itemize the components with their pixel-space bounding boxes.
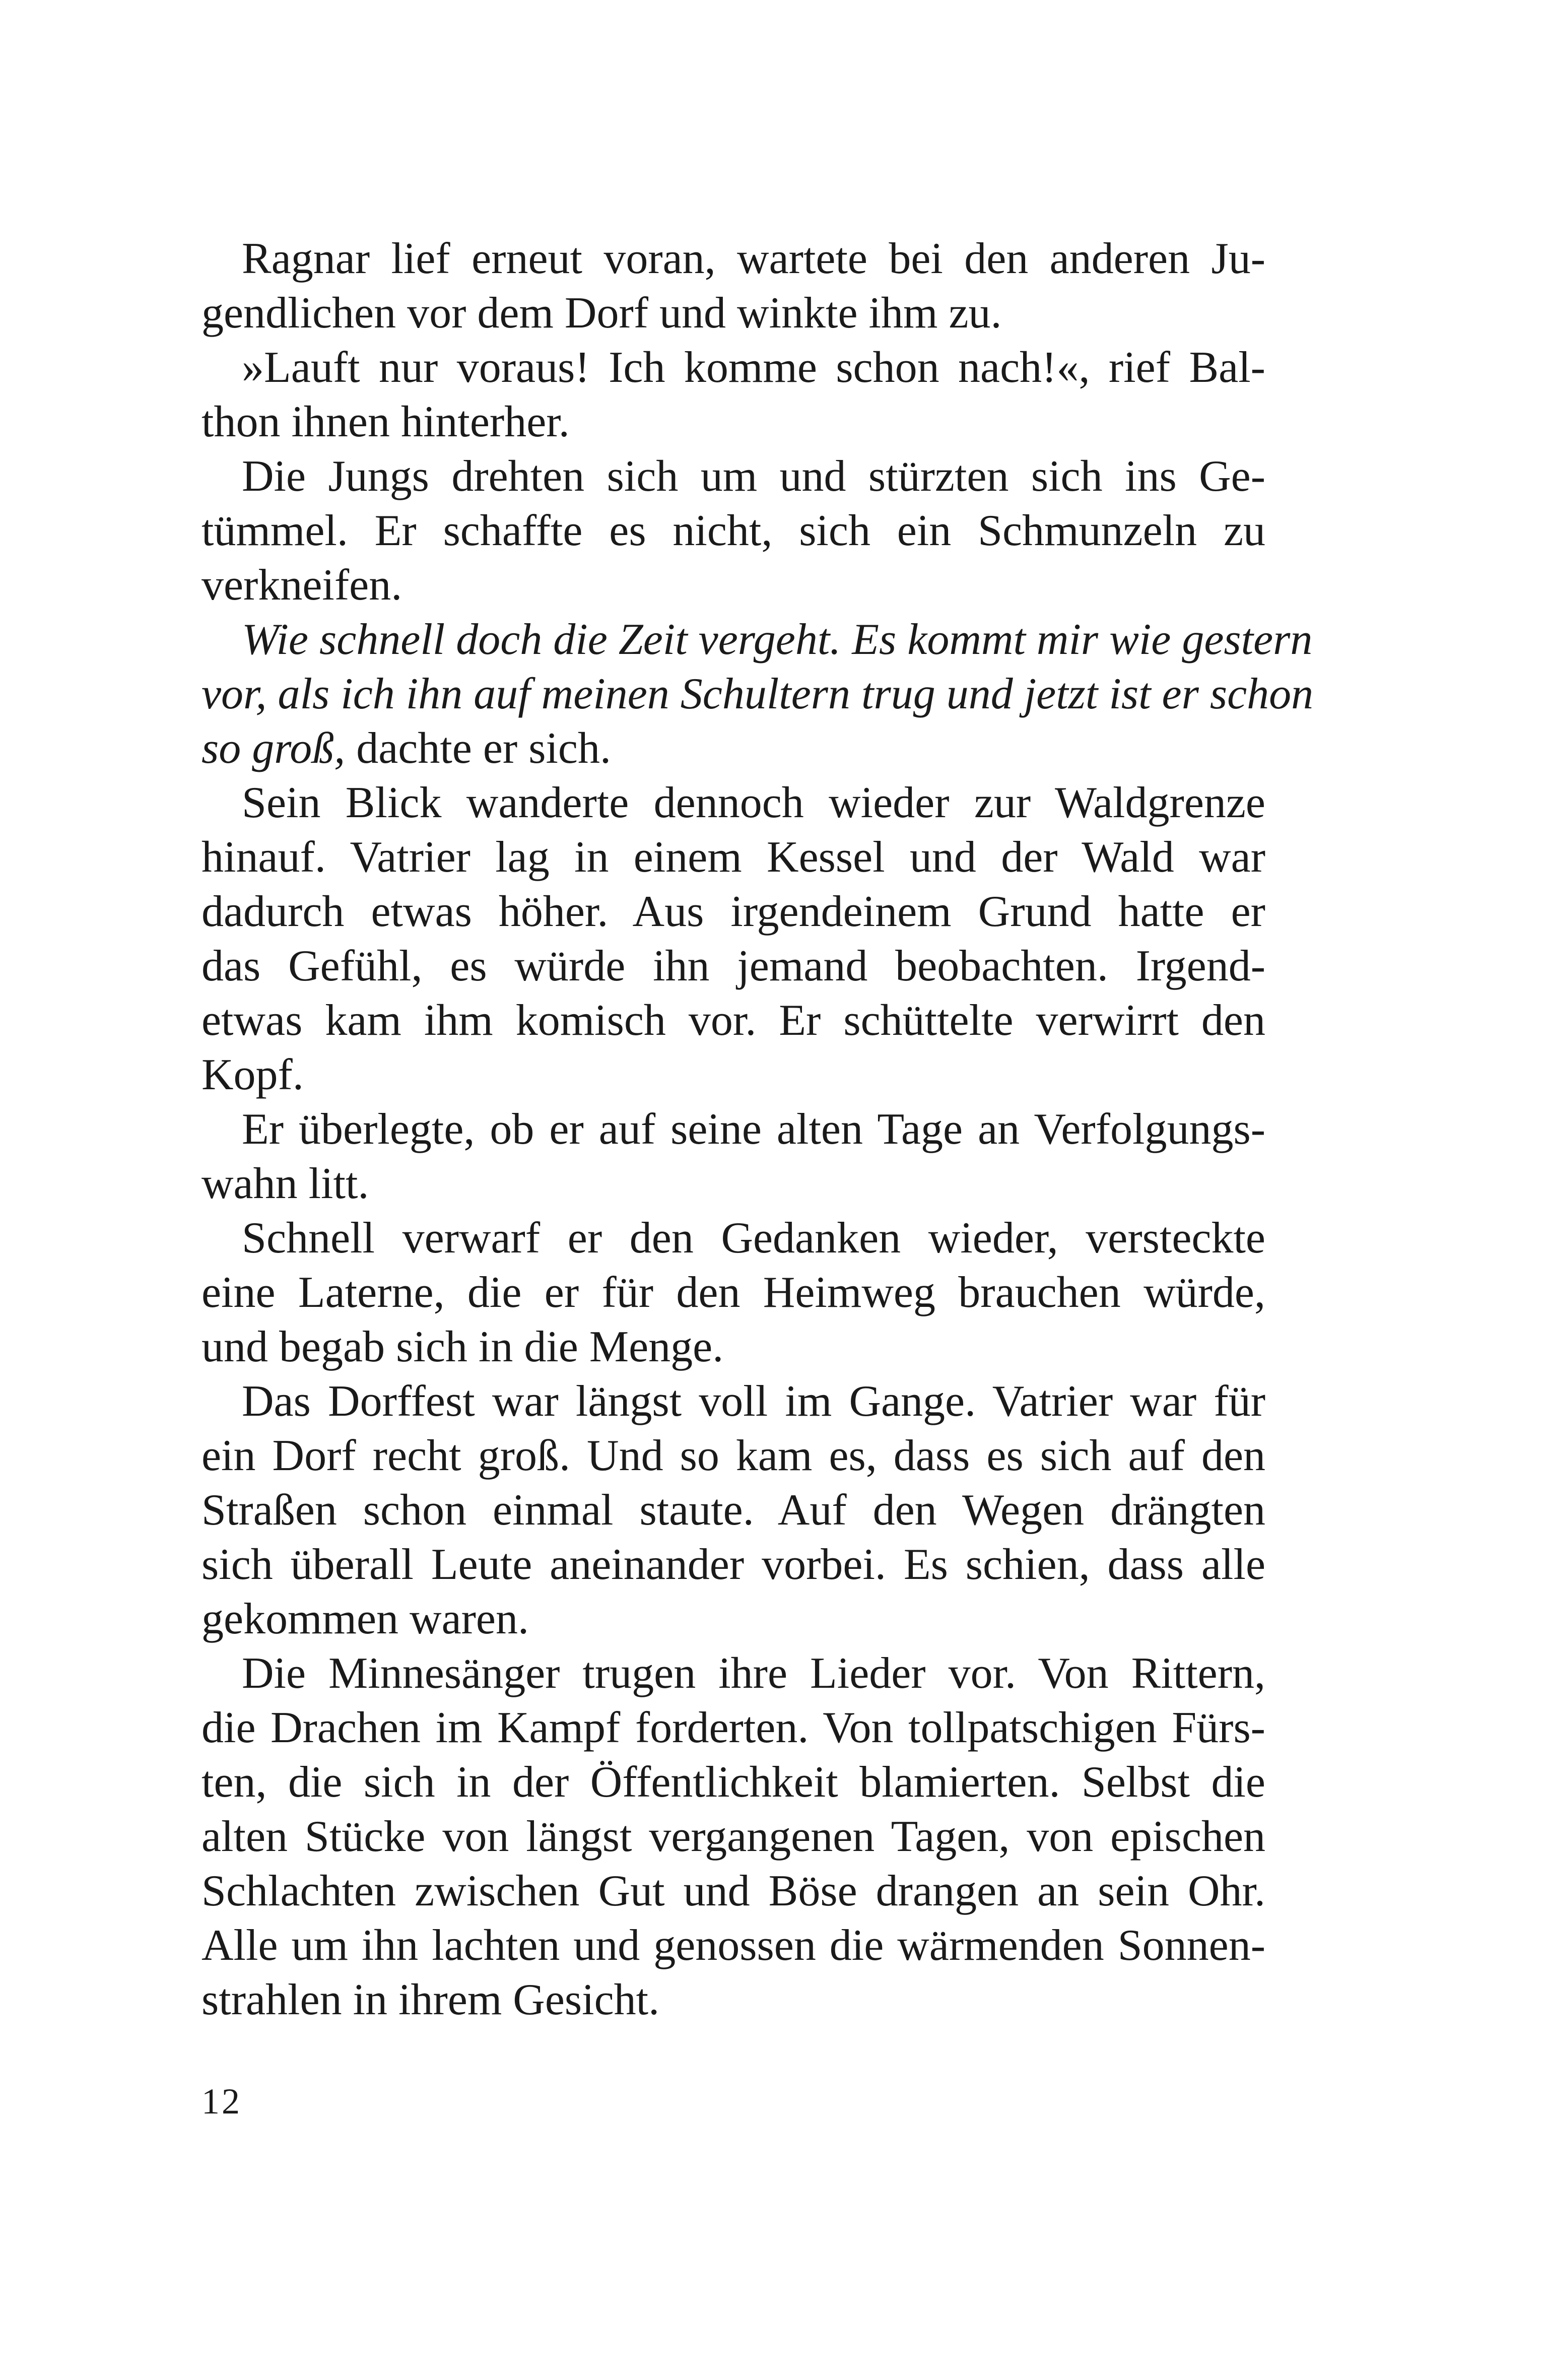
text-line: dadurch etwas höher. Aus irgendeinem Grund hatte er — [201, 887, 1265, 936]
paragraph — [201, 1646, 1265, 2027]
paragraph — [201, 232, 1265, 341]
text-line: »Lauft nur voraus! Ich komme schon nach!«, rief Bal- — [242, 343, 1265, 392]
text-line: eine Laterne, die er für den Heimweg brauchen würde, — [201, 1268, 1265, 1317]
text-line: ein Dorf recht groß. Und so kam es, dass es sich auf den — [201, 1431, 1265, 1480]
text-line: Er überlegte, ob er auf seine alten Tage an Verfolgungs- — [242, 1105, 1265, 1154]
text-line-mixed — [201, 721, 1265, 776]
paragraph-italic-thought — [201, 613, 1314, 776]
text-line: und begab sich in die Menge. — [201, 1323, 724, 1371]
text-line: Ragnar lief erneut voran, wartete bei den anderen Ju- — [242, 234, 1265, 283]
text-line: gekommen waren. — [201, 1595, 529, 1643]
text-line: sich überall Leute aneinander vorbei. Es schien, dass alle — [201, 1540, 1265, 1589]
text-line: Alle um ihn lachten und genossen die wärmenden Sonnen- — [201, 1921, 1265, 1970]
text-line: vor, als ich ihn auf meinen Schultern trug und jetzt ist er schon — [201, 670, 1314, 718]
paragraph — [201, 776, 1265, 1102]
text-line: Straßen schon einmal staute. Auf den Wegen drängten — [201, 1486, 1265, 1535]
text-line: tümmel. Er schaffte es nicht, sich ein Schmunzeln zu — [201, 506, 1265, 555]
text-line: alten Stücke von längst vergangenen Tagen, von epischen — [201, 1812, 1265, 1861]
text-line: Kopf. — [201, 1050, 304, 1099]
text-line: thon ihnen hinterher. — [201, 398, 570, 446]
text-line: das Gefühl, es würde ihn jemand beobachten. Irgend- — [201, 942, 1265, 990]
text-line: Das Dorffest war längst voll im Gange. Vatrier war für — [242, 1377, 1265, 1426]
text-line: hinauf. Vatrier lag in einem Kessel und der Wald war — [201, 833, 1265, 882]
text-line: etwas kam ihm komisch vor. Er schüttelte verwirrt den — [201, 996, 1265, 1045]
text-line: Die Minnesänger trugen ihre Lieder vor. Von Rittern, — [242, 1649, 1265, 1698]
paragraph — [201, 449, 1265, 613]
text-line: die Drachen im Kampf forderten. Von tollpatschigen Fürs- — [201, 1703, 1265, 1752]
paragraph — [201, 1374, 1265, 1646]
page-number: 12 — [201, 2081, 242, 2122]
italic-fragment: so groß, — [201, 724, 346, 773]
text-line: Schnell verwarf er den Gedanken wieder, versteckte — [242, 1214, 1265, 1263]
roman-fragment: dachte er sich. — [345, 724, 611, 773]
text-line: Die Jungs drehten sich um und stürzten sich ins Ge- — [242, 452, 1265, 501]
paragraph — [201, 1211, 1265, 1374]
text-line: gendlichen vor dem Dorf und winkte ihm zu. — [201, 289, 1002, 338]
body-text — [201, 232, 1314, 2027]
paragraph — [201, 1102, 1265, 1211]
paragraph — [201, 341, 1265, 449]
text-line: Schlachten zwischen Gut und Böse drangen an sein Ohr. — [201, 1867, 1265, 1915]
text-line: ten, die sich in der Öffentlichkeit blamierten. Selbst die — [201, 1758, 1265, 1807]
text-line: Sein Blick wanderte dennoch wieder zur Waldgrenze — [242, 778, 1265, 827]
text-line: Wie schnell doch die Zeit vergeht. Es kommt mir wie gestern — [242, 615, 1313, 664]
text-line: verkneifen. — [201, 561, 402, 610]
text-line: wahn litt. — [201, 1159, 369, 1208]
text-line: strahlen in ihrem Gesicht. — [201, 1975, 660, 2024]
